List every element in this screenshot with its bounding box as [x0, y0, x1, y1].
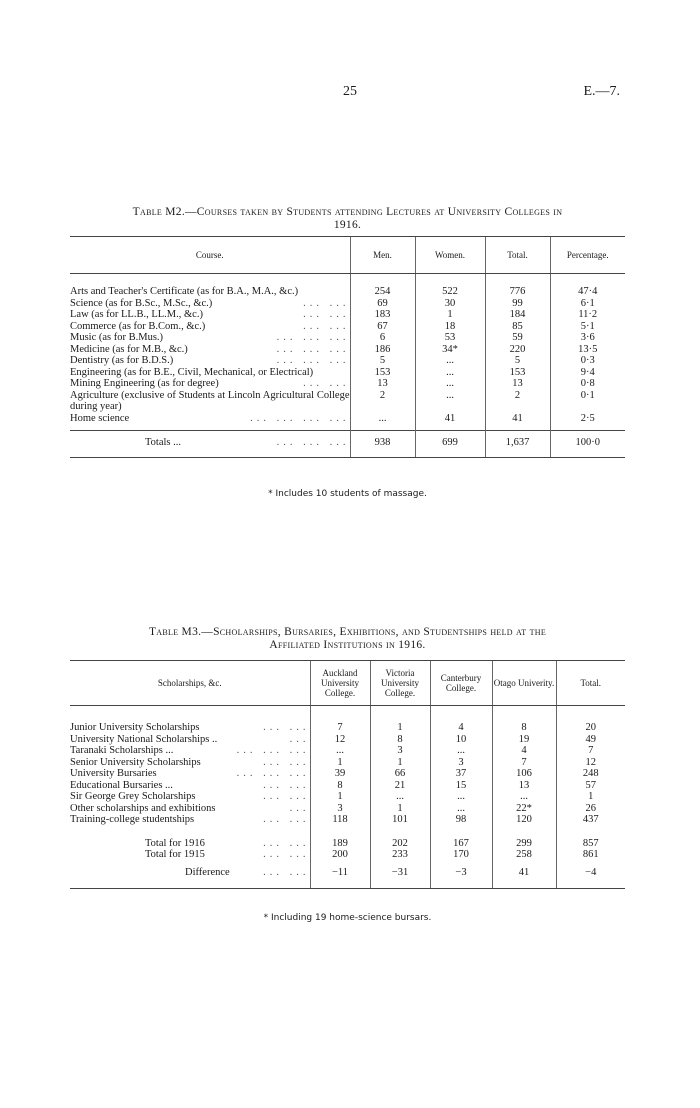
- otago-cell: 7: [492, 757, 556, 769]
- victoria-cell: 202: [370, 838, 430, 850]
- total-1915-row: Total for 1915 ... ... 200 233 170 258 861: [70, 849, 625, 861]
- victoria-cell: 66: [370, 768, 430, 780]
- percentage-cell: 47·4: [550, 286, 625, 298]
- men-cell: 6: [350, 332, 415, 344]
- col-percentage-header: Percentage.: [550, 237, 625, 274]
- scholarship-label: Taranaki Scholarships ...: [70, 745, 174, 756]
- course-label: Commerce (as for B.Com., &c.): [70, 320, 206, 332]
- course-label: Mining Engineering (as for degree): [70, 378, 219, 389]
- otago-cell: 258: [492, 849, 556, 861]
- table-row: Science (as for B.Sc., M.Sc., &c.) ... ... 69 30 99 6·1: [70, 298, 625, 310]
- total-cell: −4: [556, 861, 625, 889]
- scholarship-label: Junior University Scholarships: [70, 722, 200, 733]
- table-row: University Bursaries ... ... ... 39 66 37 106 248: [70, 768, 625, 780]
- auckland-cell: 189: [310, 838, 370, 850]
- grand-total-cell: 1,637: [485, 431, 550, 458]
- total-cell: 5: [485, 355, 550, 367]
- percentage-cell: 13·5: [550, 344, 625, 356]
- victoria-cell: 1: [370, 722, 430, 734]
- scholarship-label: Sir George Grey Scholarships: [70, 791, 196, 802]
- auckland-cell: 200: [310, 849, 370, 861]
- women-cell: 522: [415, 286, 485, 298]
- canterbury-cell: 4: [430, 722, 492, 734]
- victoria-cell: ...: [370, 791, 430, 803]
- total-cell: 49: [556, 734, 625, 746]
- total-cell: 861: [556, 849, 625, 861]
- table-row: Home science ... ... ... ... ... 41 41 2·5: [70, 413, 625, 425]
- victoria-cell: −31: [370, 861, 430, 889]
- table-m2-title-line2: 1916.: [333, 219, 362, 231]
- col-auckland-header: Auckland University College.: [310, 661, 370, 706]
- men-cell: 69: [350, 298, 415, 310]
- col-women-header: Women.: [415, 237, 485, 274]
- table-row: Law (as for LL.B., LL.M., &c.) ... ... 183 1 184 11·2: [70, 309, 625, 321]
- table-row: Dentistry (as for B.D.S.) ... ... ... 5 ... 5 0·3: [70, 355, 625, 367]
- auckland-cell: 1: [310, 791, 370, 803]
- percentage-cell: 9·4: [550, 367, 625, 379]
- men-cell: 153: [350, 367, 415, 379]
- victoria-cell: 3: [370, 745, 430, 757]
- total-cell: 2: [485, 390, 550, 413]
- men-total-cell: 938: [350, 431, 415, 458]
- total-cell: 153: [485, 367, 550, 379]
- total-cell: 26: [556, 803, 625, 815]
- table-m2-footnote: * Includes 10 students of massage.: [268, 489, 427, 499]
- auckland-cell: 12: [310, 734, 370, 746]
- table-row: Taranaki Scholarships ... ... ... ... ... 3 ... 4 7: [70, 745, 625, 757]
- table-m3: [70, 660, 625, 889]
- table-row: Other scholarships and exhibitions ... 3 1 ... 22* 26: [70, 803, 625, 815]
- table-row: Senior University Scholarships ... ... 1 1 3 7 12: [70, 757, 625, 769]
- table-row: Mining Engineering (as for degree) ... ... 13 ... 13 0·8: [70, 378, 625, 390]
- victoria-cell: 1: [370, 803, 430, 815]
- table-row: [70, 390, 625, 413]
- table-row: [70, 286, 625, 298]
- table-row: [70, 367, 625, 379]
- course-label: Medicine (as for M.B., &c.): [70, 343, 188, 355]
- otago-cell: 19: [492, 734, 556, 746]
- table-m3-title: [70, 626, 625, 652]
- women-cell: ...: [415, 355, 485, 367]
- table-row: Junior University Scholarships ... ... 7 1 4 8 20: [70, 722, 625, 734]
- col-otago-header: Otago Univerity.: [492, 661, 556, 706]
- canterbury-cell: 167: [430, 838, 492, 850]
- auckland-cell: 3: [310, 803, 370, 815]
- col-men-header: Men.: [350, 237, 415, 274]
- table-m2-header-row: [70, 237, 625, 274]
- auckland-cell: −11: [310, 861, 370, 889]
- otago-cell: 4: [492, 745, 556, 757]
- course-label: Agriculture (exclusive of Students at Lincoln Agricultural College during year): [70, 389, 350, 412]
- page-number: 25: [343, 84, 357, 99]
- total-cell: 59: [485, 332, 550, 344]
- scholarship-label: Educational Bursaries ...: [70, 779, 173, 791]
- col-canterbury-header: Canterbury College.: [430, 661, 492, 706]
- table-row: Commerce (as for B.Com., &c.) ... ... 67 18 85 5·1: [70, 321, 625, 333]
- auckland-cell: 118: [310, 814, 370, 826]
- women-cell: 1: [415, 309, 485, 321]
- difference-label: Difference: [185, 866, 230, 878]
- victoria-cell: 21: [370, 780, 430, 792]
- table-row: University National Scholarships .. ... 12 8 10 19 49: [70, 734, 625, 746]
- auckland-cell: 1: [310, 757, 370, 769]
- table-m2-title-line1: Table M2.—Courses taken by Students attending Lectures at University Colleges in: [132, 206, 563, 218]
- scholarship-label: Other scholarships and exhibitions: [70, 802, 216, 814]
- canterbury-cell: 37: [430, 768, 492, 780]
- total-cell: 85: [485, 321, 550, 333]
- otago-cell: 106: [492, 768, 556, 780]
- women-cell: ...: [415, 367, 485, 379]
- auckland-cell: 39: [310, 768, 370, 780]
- total-cell: 7: [556, 745, 625, 757]
- men-cell: 13: [350, 378, 415, 390]
- canterbury-cell: ...: [430, 745, 492, 757]
- percentage-cell: 3·6: [550, 332, 625, 344]
- otago-cell: 8: [492, 722, 556, 734]
- course-label: Law (as for LL.B., LL.M., &c.): [70, 309, 203, 320]
- canterbury-cell: ...: [430, 803, 492, 815]
- percentage-cell: 11·2: [550, 309, 625, 321]
- men-cell: 186: [350, 344, 415, 356]
- total-cell: 857: [556, 838, 625, 850]
- canterbury-cell: ...: [430, 791, 492, 803]
- total-cell: 57: [556, 780, 625, 792]
- percentage-cell: 6·1: [550, 298, 625, 310]
- women-cell: 53: [415, 332, 485, 344]
- otago-cell: 13: [492, 780, 556, 792]
- men-cell: 2: [350, 390, 415, 413]
- victoria-cell: 1: [370, 757, 430, 769]
- course-label: Engineering (as for B.E., Civil, Mechanical, or Electrical): [70, 366, 314, 378]
- canterbury-cell: 3: [430, 757, 492, 769]
- canterbury-cell: 170: [430, 849, 492, 861]
- total-cell: 13: [485, 378, 550, 390]
- victoria-cell: 233: [370, 849, 430, 861]
- scholarship-label: University National Scholarships ..: [70, 733, 218, 745]
- total-cell: 776: [485, 286, 550, 298]
- women-total-cell: 699: [415, 431, 485, 458]
- total-cell: 248: [556, 768, 625, 780]
- men-cell: 254: [350, 286, 415, 298]
- men-cell: 5: [350, 355, 415, 367]
- total-cell: 437: [556, 814, 625, 826]
- col-scholarships-header: Scholarships, &c.: [70, 661, 310, 706]
- course-label: Dentistry (as for B.D.S.): [70, 355, 174, 366]
- percentage-cell: 2·5: [550, 413, 625, 425]
- total-cell: 12: [556, 757, 625, 769]
- men-cell: 183: [350, 309, 415, 321]
- table-m2: [70, 236, 625, 458]
- auckland-cell: ...: [310, 745, 370, 757]
- otago-cell: 120: [492, 814, 556, 826]
- course-label: Music (as for B.Mus.): [70, 332, 164, 343]
- table-row: Medicine (as for M.B., &c.) ... ... ... 186 34* 220 13·5: [70, 344, 625, 356]
- women-cell: 18: [415, 321, 485, 333]
- otago-cell: ...: [492, 791, 556, 803]
- total-cell: 1: [556, 791, 625, 803]
- col-course-header: Course.: [70, 237, 350, 274]
- percentage-total-cell: 100·0: [550, 431, 625, 458]
- men-cell: 67: [350, 321, 415, 333]
- otago-cell: 22*: [492, 803, 556, 815]
- auckland-cell: 7: [310, 722, 370, 734]
- document-code: E.—7.: [583, 84, 620, 99]
- totals-row: Totals ... ... ... ... 938 699 1,637 100·0: [70, 431, 625, 458]
- percentage-cell: 0·1: [550, 390, 625, 413]
- total-1916-label: Total for 1916: [145, 837, 205, 849]
- total-cell: 41: [485, 413, 550, 425]
- table-row: Sir George Grey Scholarships ... ... 1 ... ... ... 1: [70, 791, 625, 803]
- total-cell: 184: [485, 309, 550, 321]
- percentage-cell: 0·8: [550, 378, 625, 390]
- canterbury-cell: 10: [430, 734, 492, 746]
- table-m3-header-row: [70, 661, 625, 706]
- women-cell: ...: [415, 390, 485, 413]
- otago-cell: 299: [492, 838, 556, 850]
- men-cell: ...: [350, 413, 415, 425]
- course-label: Arts and Teacher's Certificate (as for B.A., M.A., &c.): [70, 286, 299, 297]
- total-1915-label: Total for 1915: [145, 849, 205, 860]
- table-m3-title-line2: Affiliated Institutions in 1916.: [269, 639, 426, 651]
- col-total-header: Total.: [556, 661, 625, 706]
- table-row: Educational Bursaries ... ... ... 8 21 15 13 57: [70, 780, 625, 792]
- women-cell: 30: [415, 298, 485, 310]
- canterbury-cell: 15: [430, 780, 492, 792]
- table-m3-footnote: * Including 19 home-science bursars.: [263, 913, 432, 923]
- col-victoria-header: Victoria University College.: [370, 661, 430, 706]
- women-cell: 34*: [415, 344, 485, 356]
- scholarship-label: University Bursaries: [70, 768, 157, 779]
- table-row: Music (as for B.Mus.) ... ... ... 6 53 59 3·6: [70, 332, 625, 344]
- total-1916-row: Total for 1916 ... ... 189 202 167 299 857: [70, 838, 625, 850]
- difference-row: Difference ... ... −11 −31 −3 41 −4: [70, 861, 625, 889]
- victoria-cell: 8: [370, 734, 430, 746]
- victoria-cell: 101: [370, 814, 430, 826]
- course-label: Science (as for B.Sc., M.Sc., &c.): [70, 297, 213, 309]
- scholarship-label: Senior University Scholarships: [70, 756, 201, 768]
- percentage-cell: 5·1: [550, 321, 625, 333]
- total-cell: 20: [556, 722, 625, 734]
- table-row: Training-college studentships ... ... 118 101 98 120 437: [70, 814, 625, 826]
- percentage-cell: 0·3: [550, 355, 625, 367]
- course-label: Home science: [70, 412, 130, 424]
- canterbury-cell: 98: [430, 814, 492, 826]
- women-cell: ...: [415, 378, 485, 390]
- totals-label: Totals ...: [145, 437, 182, 448]
- total-cell: 99: [485, 298, 550, 310]
- scholarship-label: Training-college studentships: [70, 814, 195, 825]
- table-m3-title-line1: Table M3.—Scholarships, Bursaries, Exhibitions, and Studentships held at the: [148, 626, 547, 638]
- otago-cell: 41: [492, 861, 556, 889]
- total-cell: 220: [485, 344, 550, 356]
- auckland-cell: 8: [310, 780, 370, 792]
- table-m2-title: [70, 206, 625, 232]
- canterbury-cell: −3: [430, 861, 492, 889]
- col-total-header: Total.: [485, 237, 550, 274]
- women-cell: 41: [415, 413, 485, 425]
